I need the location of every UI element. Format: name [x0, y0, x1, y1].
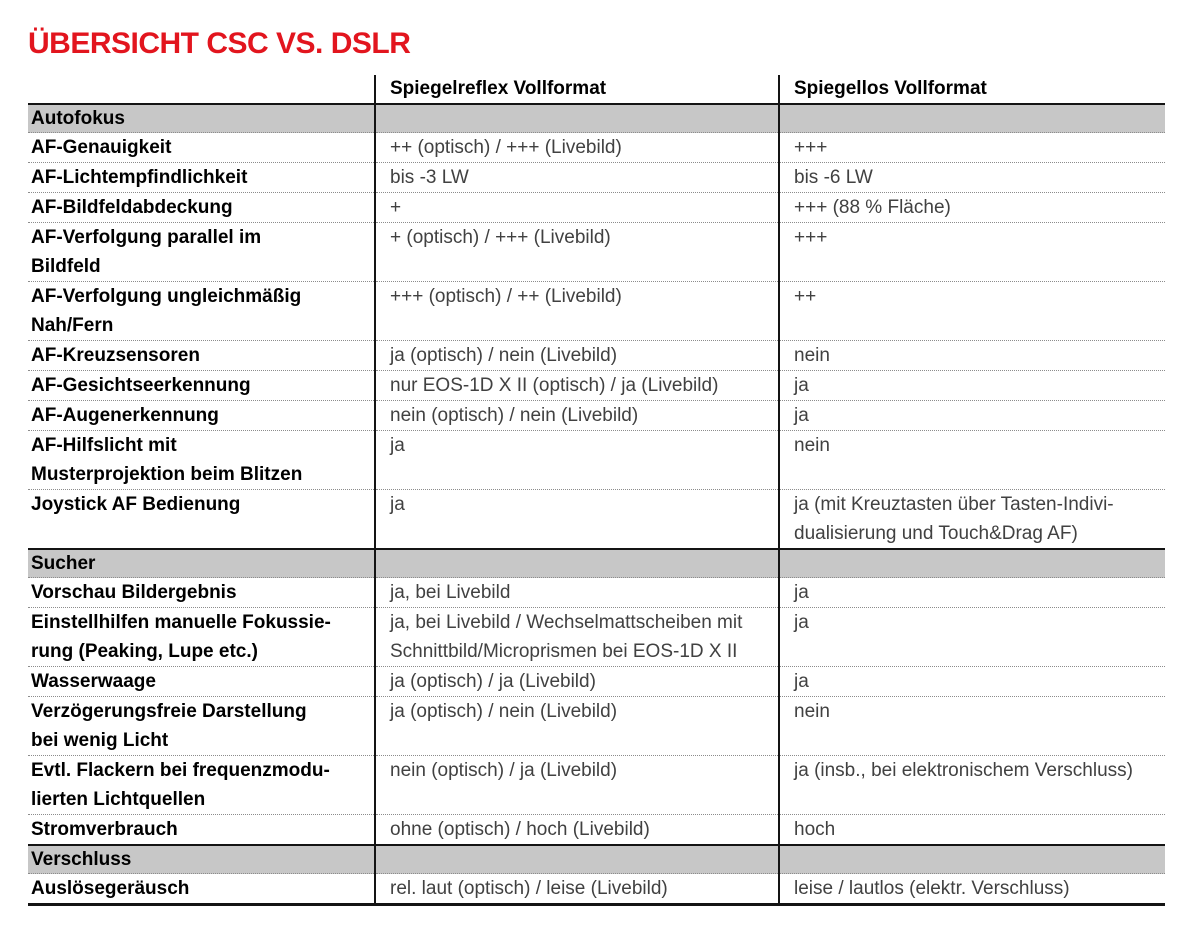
row-label: AF-Verfolgung parallel im Bildfeld: [28, 223, 375, 282]
row-value-dslr: ja (optisch) / ja (Livebild): [375, 667, 779, 697]
row-value-dslr: bis -3 LW: [375, 163, 779, 193]
section-label: Autofokus: [28, 104, 375, 133]
row-label: AF-Hilfslicht mit Musterprojektion beim Blitzen: [28, 431, 375, 490]
row-value-csc: ja: [779, 608, 1165, 667]
header-row: [28, 75, 1165, 104]
header-feature-column: [28, 75, 375, 104]
row-value-dslr: +: [375, 193, 779, 223]
row-value-csc: hoch: [779, 815, 1165, 846]
row-label: AF-Lichtempfindlichkeit: [28, 163, 375, 193]
comparison-table: [28, 75, 1165, 906]
row-value-dslr: rel. laut (optisch) / leise (Livebild): [375, 874, 779, 905]
table-row: [28, 874, 1165, 905]
table-row: [28, 341, 1165, 371]
row-label: Stromverbrauch: [28, 815, 375, 846]
row-value-dslr: ja, bei Livebild / Wechselmattscheiben mit Schnittbild/Microprismen bei EOS-1D X II: [375, 608, 779, 667]
row-value-csc: nein: [779, 697, 1165, 756]
section-row: [28, 845, 1165, 874]
section-cell-dslr: [375, 845, 779, 874]
section-cell-csc: [779, 549, 1165, 578]
row-label: Wasserwaage: [28, 667, 375, 697]
table-row: [28, 756, 1165, 815]
section-row: [28, 549, 1165, 578]
section-cell-dslr: [375, 104, 779, 133]
table-row: [28, 608, 1165, 667]
section-label: Sucher: [28, 549, 375, 578]
row-value-dslr: nein (optisch) / nein (Livebild): [375, 401, 779, 431]
section-cell-csc: [779, 845, 1165, 874]
row-label: Joystick AF Bedienung: [28, 490, 375, 550]
row-label: Verzögerungsfreie Darstellung bei wenig Licht: [28, 697, 375, 756]
row-value-csc: ja: [779, 667, 1165, 697]
table-row: [28, 163, 1165, 193]
row-value-csc: ja: [779, 371, 1165, 401]
row-value-dslr: ja (optisch) / nein (Livebild): [375, 697, 779, 756]
row-value-dslr: ++ (optisch) / +++ (Livebild): [375, 133, 779, 163]
row-value-dslr: ohne (optisch) / hoch (Livebild): [375, 815, 779, 846]
row-value-dslr: ja: [375, 431, 779, 490]
row-value-csc: ja (mit Kreuztasten über Tasten-Indivi- dualisierung und Touch&Drag AF): [779, 490, 1165, 550]
row-label: AF-Bildfeldabdeckung: [28, 193, 375, 223]
row-label: AF-Verfolgung ungleichmäßig Nah/Fern: [28, 282, 375, 341]
row-value-csc: +++: [779, 133, 1165, 163]
section-cell-dslr: [375, 549, 779, 578]
row-label: Auslösegeräusch: [28, 874, 375, 905]
row-value-dslr: ja, bei Livebild: [375, 578, 779, 608]
row-value-csc: nein: [779, 341, 1165, 371]
row-value-dslr: + (optisch) / +++ (Livebild): [375, 223, 779, 282]
row-label: AF-Augenerkennung: [28, 401, 375, 431]
row-value-dslr: ja: [375, 490, 779, 550]
table-body: [28, 104, 1165, 905]
row-value-dslr: ja (optisch) / nein (Livebild): [375, 341, 779, 371]
row-value-csc: ja: [779, 401, 1165, 431]
row-label: AF-Kreuzsensoren: [28, 341, 375, 371]
row-value-csc: +++ (88 % Fläche): [779, 193, 1165, 223]
table-row: [28, 401, 1165, 431]
table-row: [28, 431, 1165, 490]
table-row: [28, 490, 1165, 550]
table-row: [28, 667, 1165, 697]
row-value-csc: ++: [779, 282, 1165, 341]
row-value-dslr: nur EOS-1D X II (optisch) / ja (Livebild): [375, 371, 779, 401]
row-value-csc: ja: [779, 578, 1165, 608]
table-row: [28, 697, 1165, 756]
section-cell-csc: [779, 104, 1165, 133]
section-row: [28, 104, 1165, 133]
table-row: [28, 282, 1165, 341]
table-row: [28, 371, 1165, 401]
row-value-csc: ja (insb., bei elektronischem Verschluss): [779, 756, 1165, 815]
row-label: Vorschau Bildergebnis: [28, 578, 375, 608]
row-label: AF-Genauigkeit: [28, 133, 375, 163]
row-value-csc: bis -6 LW: [779, 163, 1165, 193]
row-value-csc: leise / lautlos (elektr. Verschluss): [779, 874, 1165, 905]
table-row: [28, 815, 1165, 846]
table-row: [28, 133, 1165, 163]
table-row: [28, 223, 1165, 282]
section-label: Verschluss: [28, 845, 375, 874]
page-title: ÜBERSICHT CSC VS. DSLR: [28, 27, 411, 60]
row-value-csc: +++: [779, 223, 1165, 282]
header-csc-column: Spiegellos Vollformat: [779, 75, 1165, 104]
row-label: Einstellhilfen manuelle Fokussie- rung (Peaking, Lupe etc.): [28, 608, 375, 667]
row-value-dslr: nein (optisch) / ja (Livebild): [375, 756, 779, 815]
row-label: AF-Gesichtseerkennung: [28, 371, 375, 401]
table-row: [28, 578, 1165, 608]
row-value-csc: nein: [779, 431, 1165, 490]
row-value-dslr: +++ (optisch) / ++ (Livebild): [375, 282, 779, 341]
row-label: Evtl. Flackern bei frequenzmodu- lierten Lichtquellen: [28, 756, 375, 815]
header-dslr-column: Spiegelreflex Vollformat: [375, 75, 779, 104]
table-row: [28, 193, 1165, 223]
